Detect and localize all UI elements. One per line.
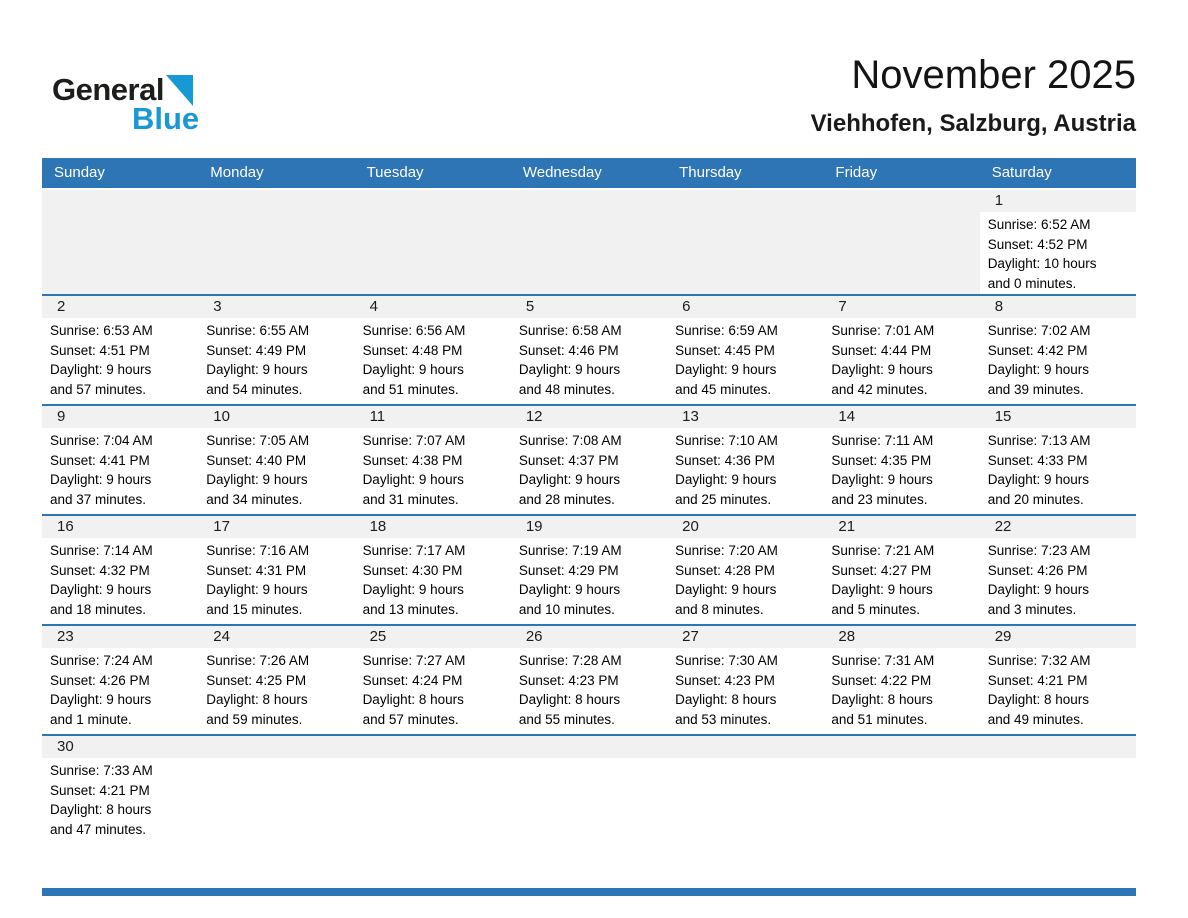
sunset-line: Sunset: 4:46 PM [518,342,619,358]
sunset-line: Sunset: 4:40 PM [206,452,307,468]
day-number: 19 [511,516,667,538]
day-cell [42,296,198,404]
day-details [42,538,198,619]
day-number: 18 [355,516,511,538]
day-cell [823,516,979,624]
day-details [511,648,667,729]
daylight-line-2: and 54 minutes. [206,381,303,397]
sunrise-line: Sunrise: 6:58 AM [518,323,622,338]
day-cell [980,190,1136,294]
empty-day-cell [823,190,979,294]
daylight-line-2: and 39 minutes. [987,381,1084,397]
sunrise-line: Sunrise: 7:33 AM [50,763,153,778]
day-number: 22 [980,516,1136,538]
day-cell [198,516,354,624]
day-number: 17 [198,516,354,538]
daylight-line-2: and 42 minutes. [831,381,928,397]
day-number: 20 [667,516,823,538]
day-details [980,318,1136,399]
daylight-line-2: and 28 minutes. [518,491,615,507]
day-details [511,538,667,619]
day-number [667,736,823,758]
sunrise-line: Sunrise: 7:16 AM [206,543,310,558]
week-row [42,734,1136,888]
sunrise-line: Sunrise: 6:59 AM [675,323,778,338]
sunrise-line: Sunrise: 7:26 AM [206,653,310,668]
sunset-line: Sunset: 4:23 PM [518,672,619,688]
sunrise-line: Sunrise: 6:53 AM [50,323,153,338]
day-number: 9 [42,406,198,428]
weekday-header-row [42,158,1136,188]
day-details [511,428,667,509]
sunrise-line: Sunrise: 6:55 AM [206,323,310,338]
sunset-line: Sunset: 4:37 PM [518,452,619,468]
sunset-line: Sunset: 4:38 PM [362,452,463,468]
day-number: 30 [42,736,198,758]
day-number: 10 [198,406,354,428]
daylight-line: Daylight: 9 hours [518,582,621,597]
day-details [198,538,354,619]
sunset-line: Sunset: 4:41 PM [50,452,150,468]
day-number: 8 [980,296,1136,318]
daylight-line: Daylight: 9 hours [987,362,1089,377]
week-row [42,188,1136,294]
calendar-weeks [42,188,1136,888]
empty-day-cell [667,190,823,294]
day-cell [355,296,511,404]
daylight-line: Daylight: 9 hours [987,582,1089,597]
sunrise-line: Sunrise: 7:08 AM [518,433,622,448]
logo-word-blue: Blue [132,101,200,136]
sunrise-line: Sunrise: 7:04 AM [50,433,153,448]
day-details [980,538,1136,619]
daylight-line: Daylight: 9 hours [675,362,777,377]
daylight-line: Daylight: 8 hours [206,692,308,707]
daylight-line: Daylight: 9 hours [831,472,933,487]
day-details [823,318,979,399]
day-cell [42,626,198,734]
day-cell [511,296,667,404]
day-number: 29 [980,626,1136,648]
daylight-line-2: and 59 minutes. [206,711,303,727]
sunset-line: Sunset: 4:22 PM [831,672,932,688]
daylight-line: Daylight: 10 hours [987,256,1097,271]
daylight-line: Daylight: 9 hours [362,582,464,597]
weekday-monday: Monday [210,164,264,181]
day-number: 24 [198,626,354,648]
day-number: 27 [667,626,823,648]
weekday-sunday: Sunday [54,164,105,181]
day-cell [980,626,1136,734]
daylight-line-2: and 15 minutes. [206,601,303,617]
daylight-line-2: and 31 minutes. [362,491,459,507]
sunset-line: Sunset: 4:44 PM [831,342,932,358]
day-details [823,648,979,729]
empty-day-cell [198,190,354,294]
day-details [355,428,511,509]
day-details [198,428,354,509]
week-row [42,624,1136,734]
day-details [980,648,1136,729]
sunrise-line: Sunrise: 7:31 AM [831,653,935,668]
day-number [198,190,354,212]
day-cell [823,406,979,514]
day-cell [198,406,354,514]
daylight-line-2: and 49 minutes. [987,711,1084,727]
day-details [823,428,979,509]
daylight-line-2: and 0 minutes. [987,275,1077,291]
sunrise-line: Sunrise: 7:13 AM [987,433,1091,448]
daylight-line: Daylight: 9 hours [362,362,464,377]
day-number [823,190,979,212]
day-cell [667,516,823,624]
day-cell [42,516,198,624]
sunset-line: Sunset: 4:51 PM [50,342,150,358]
daylight-line: Daylight: 9 hours [675,472,777,487]
day-details [667,428,823,509]
daylight-line: Daylight: 9 hours [831,582,933,597]
day-number: 13 [667,406,823,428]
sunset-line: Sunset: 4:26 PM [50,672,150,688]
daylight-line: Daylight: 9 hours [987,472,1089,487]
day-number: 21 [823,516,979,538]
sunrise-line: Sunrise: 7:32 AM [987,653,1091,668]
sunset-line: Sunset: 4:35 PM [831,452,932,468]
day-details [980,212,1136,293]
sunset-line: Sunset: 4:25 PM [206,672,307,688]
daylight-line: Daylight: 9 hours [50,692,152,707]
day-number [511,736,667,758]
sunrise-line: Sunrise: 7:24 AM [50,653,153,668]
day-details [198,318,354,399]
daylight-line-2: and 5 minutes. [831,601,920,617]
day-cell [355,516,511,624]
sunset-line: Sunset: 4:49 PM [206,342,307,358]
day-details [980,428,1136,509]
daylight-line-2: and 34 minutes. [206,491,303,507]
day-number [355,190,511,212]
day-details [355,318,511,399]
empty-day-cell [667,736,823,888]
week-row [42,294,1136,404]
weekday-friday: Friday [835,164,878,181]
sunrise-line: Sunrise: 7:07 AM [362,433,466,448]
daylight-line: Daylight: 9 hours [206,472,308,487]
empty-day-cell [980,736,1136,888]
sunrise-line: Sunrise: 7:30 AM [675,653,778,668]
day-details [667,648,823,729]
sunrise-line: Sunrise: 7:27 AM [362,653,466,668]
sunrise-line: Sunrise: 7:20 AM [675,543,778,558]
week-row [42,404,1136,514]
sunrise-line: Sunrise: 6:52 AM [987,217,1091,232]
day-cell [511,406,667,514]
sunrise-line: Sunrise: 7:14 AM [50,543,153,558]
daylight-line: Daylight: 9 hours [675,582,777,597]
empty-day-cell [198,736,354,888]
daylight-line-2: and 37 minutes. [50,491,147,507]
empty-day-cell [42,190,198,294]
day-number [980,736,1136,758]
day-details [667,318,823,399]
sunset-line: Sunset: 4:30 PM [362,562,463,578]
sunset-line: Sunset: 4:52 PM [987,236,1088,252]
day-cell [667,626,823,734]
daylight-line-2: and 57 minutes. [50,381,147,397]
daylight-line-2: and 48 minutes. [518,381,615,397]
daylight-line-2: and 1 minute. [50,711,132,727]
general-blue-logo [52,52,199,134]
day-number: 23 [42,626,198,648]
daylight-line-2: and 57 minutes. [362,711,459,727]
month-title: November 2025 [851,53,1136,97]
daylight-line: Daylight: 9 hours [518,362,621,377]
daylight-line: Daylight: 8 hours [675,692,777,707]
sunset-line: Sunset: 4:29 PM [518,562,619,578]
sunrise-line: Sunrise: 7:17 AM [362,543,466,558]
sunrise-line: Sunrise: 7:19 AM [518,543,622,558]
day-cell [980,406,1136,514]
daylight-line-2: and 25 minutes. [675,491,772,507]
page-header [52,52,1136,138]
weekday-wednesday: Wednesday [522,164,602,181]
day-cell [980,516,1136,624]
sunrise-line: Sunrise: 6:56 AM [362,323,466,338]
day-details [355,538,511,619]
day-cell [667,296,823,404]
title-block [811,52,1136,138]
day-cell [198,296,354,404]
daylight-line: Daylight: 9 hours [518,472,621,487]
day-details [667,538,823,619]
daylight-line: Daylight: 9 hours [50,472,152,487]
daylight-line-2: and 51 minutes. [362,381,459,397]
daylight-line-2: and 47 minutes. [50,821,147,837]
day-number: 25 [355,626,511,648]
sunrise-line: Sunrise: 7:23 AM [987,543,1091,558]
day-number [667,190,823,212]
calendar [42,158,1136,896]
daylight-line: Daylight: 8 hours [831,692,933,707]
day-number: 6 [667,296,823,318]
day-details [42,318,198,399]
day-cell [511,516,667,624]
daylight-line: Daylight: 9 hours [206,582,308,597]
sunset-line: Sunset: 4:21 PM [987,672,1088,688]
day-number: 16 [42,516,198,538]
daylight-line: Daylight: 8 hours [518,692,621,707]
daylight-line-2: and 8 minutes. [675,601,764,617]
sunset-line: Sunset: 4:23 PM [675,672,775,688]
sunrise-line: Sunrise: 7:10 AM [675,433,778,448]
daylight-line-2: and 51 minutes. [831,711,928,727]
daylight-line-2: and 55 minutes. [518,711,615,727]
day-number: 14 [823,406,979,428]
daylight-line-2: and 3 minutes. [987,601,1077,617]
sunrise-line: Sunrise: 7:01 AM [831,323,935,338]
sunset-line: Sunset: 4:24 PM [362,672,463,688]
day-number: 28 [823,626,979,648]
day-cell [355,626,511,734]
sunrise-line: Sunrise: 7:11 AM [831,433,934,448]
day-number [42,190,198,212]
week-row [42,514,1136,624]
day-number: 3 [198,296,354,318]
weekday-saturday: Saturday [991,164,1052,181]
daylight-line: Daylight: 9 hours [362,472,464,487]
sunset-line: Sunset: 4:45 PM [675,342,775,358]
day-number: 2 [42,296,198,318]
day-cell [198,626,354,734]
day-details [355,648,511,729]
weekday-thursday: Thursday [679,164,742,181]
daylight-line: Daylight: 9 hours [206,362,308,377]
sunset-line: Sunset: 4:26 PM [987,562,1088,578]
daylight-line: Daylight: 8 hours [987,692,1089,707]
day-number: 15 [980,406,1136,428]
daylight-line-2: and 53 minutes. [675,711,772,727]
sunrise-line: Sunrise: 7:02 AM [987,323,1091,338]
day-cell [823,626,979,734]
day-number: 5 [511,296,667,318]
sunset-line: Sunset: 4:36 PM [675,452,775,468]
sunrise-line: Sunrise: 7:05 AM [206,433,310,448]
empty-day-cell [511,190,667,294]
day-cell [823,296,979,404]
empty-day-cell [355,736,511,888]
sunset-line: Sunset: 4:27 PM [831,562,932,578]
daylight-line-2: and 23 minutes. [831,491,928,507]
sunset-line: Sunset: 4:33 PM [987,452,1088,468]
sunset-line: Sunset: 4:21 PM [50,782,150,798]
sunset-line: Sunset: 4:28 PM [675,562,775,578]
day-number: 26 [511,626,667,648]
daylight-line-2: and 20 minutes. [987,491,1084,507]
daylight-line: Daylight: 9 hours [50,362,152,377]
daylight-line: Daylight: 9 hours [50,582,152,597]
day-cell [42,406,198,514]
daylight-line: Daylight: 9 hours [831,362,933,377]
day-number: 7 [823,296,979,318]
daylight-line: Daylight: 8 hours [362,692,464,707]
sunset-line: Sunset: 4:32 PM [50,562,150,578]
day-number: 1 [980,190,1136,212]
day-details [42,428,198,509]
daylight-line-2: and 10 minutes. [518,601,615,617]
day-cell [511,626,667,734]
empty-day-cell [355,190,511,294]
sunset-line: Sunset: 4:48 PM [362,342,463,358]
day-number [511,190,667,212]
day-details [198,648,354,729]
day-number [198,736,354,758]
empty-day-cell [511,736,667,888]
daylight-line-2: and 45 minutes. [675,381,772,397]
daylight-line-2: and 18 minutes. [50,601,147,617]
day-cell [980,296,1136,404]
daylight-line: Daylight: 8 hours [50,802,152,817]
day-cell [667,406,823,514]
day-details [511,318,667,399]
location-subtitle: Viehhofen, Salzburg, Austria [810,110,1136,137]
weekday-tuesday: Tuesday [366,164,424,181]
sunset-line: Sunset: 4:42 PM [987,342,1088,358]
day-number: 11 [355,406,511,428]
daylight-line-2: and 13 minutes. [362,601,459,617]
day-number [823,736,979,758]
sunrise-line: Sunrise: 7:28 AM [518,653,622,668]
day-cell [355,406,511,514]
sunset-line: Sunset: 4:31 PM [206,562,307,578]
day-cell [42,736,198,888]
day-number [355,736,511,758]
day-number: 4 [355,296,511,318]
day-number: 12 [511,406,667,428]
sunrise-line: Sunrise: 7:21 AM [831,543,935,558]
day-details [823,538,979,619]
logo-word-general: General [52,72,164,107]
calendar-footer-bar [42,888,1136,896]
empty-day-cell [823,736,979,888]
day-details [42,648,198,729]
day-details [42,758,198,839]
